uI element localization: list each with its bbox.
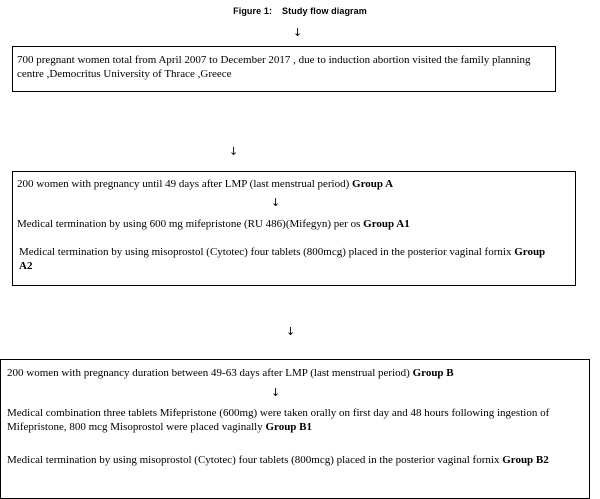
group-b2-label: Group B2 [502,454,549,466]
group-a1-item [17,217,410,231]
total-women-box [12,46,556,92]
group-a2-text: Medical termination by using misoprostol (Cytotec) four tablets (800mcg) placed in the posterior vaginal fornix [19,246,512,258]
down-arrow-icon: ↓ [293,26,303,39]
down-arrow-icon: ↓ [271,386,281,399]
figure-title [0,6,600,16]
group-a2-item [19,245,553,273]
group-b1-item [7,406,582,434]
down-arrow-icon: ↓ [286,325,296,338]
group-b-label: Group B [412,367,454,379]
group-a1-label: Group A1 [363,218,410,230]
down-arrow-icon: ↓ [271,196,281,209]
group-a1-text: Medical termination by using 600 mg mifepristone (RU 486)(Mifegyn) per os [17,218,361,230]
figure-title-text: Study flow diagram [282,6,367,16]
group-a-label: Group A [352,178,394,190]
down-arrow-icon: ↓ [229,145,239,158]
group-b1-text: Medical combination three tablets Mifepristone (600mg) were taken orally on first day and 48 hours following ingestion of Mifepristone, 800 mcg Misoprostol were placed vaginally [7,407,550,433]
group-a-header [17,177,393,191]
group-b1-label: Group B1 [265,421,313,433]
group-a-box [12,171,576,286]
group-b-header [7,366,454,380]
group-a2-label: Group A2 [19,246,546,272]
figure-label: Figure 1: [233,6,273,16]
group-b-box [0,359,590,499]
total-women-text: 700 pregnant women total from April 2007 to December 2017 , due to induction abortion visited the family planning centre ,Democritus University of Thrace ,Greece [17,54,531,80]
group-b2-text: Medical termination by using misoprostol (Cytotec) four tablets (800mcg) placed in the posterior vaginal fornix [7,454,500,466]
group-b2-item [7,453,567,467]
group-b-header-text: 200 women with pregnancy duration between 49-63 days after LMP (last menstrual period) [7,367,410,379]
group-a-header-text: 200 women with pregnancy until 49 days after LMP (last menstrual period) [17,178,350,190]
